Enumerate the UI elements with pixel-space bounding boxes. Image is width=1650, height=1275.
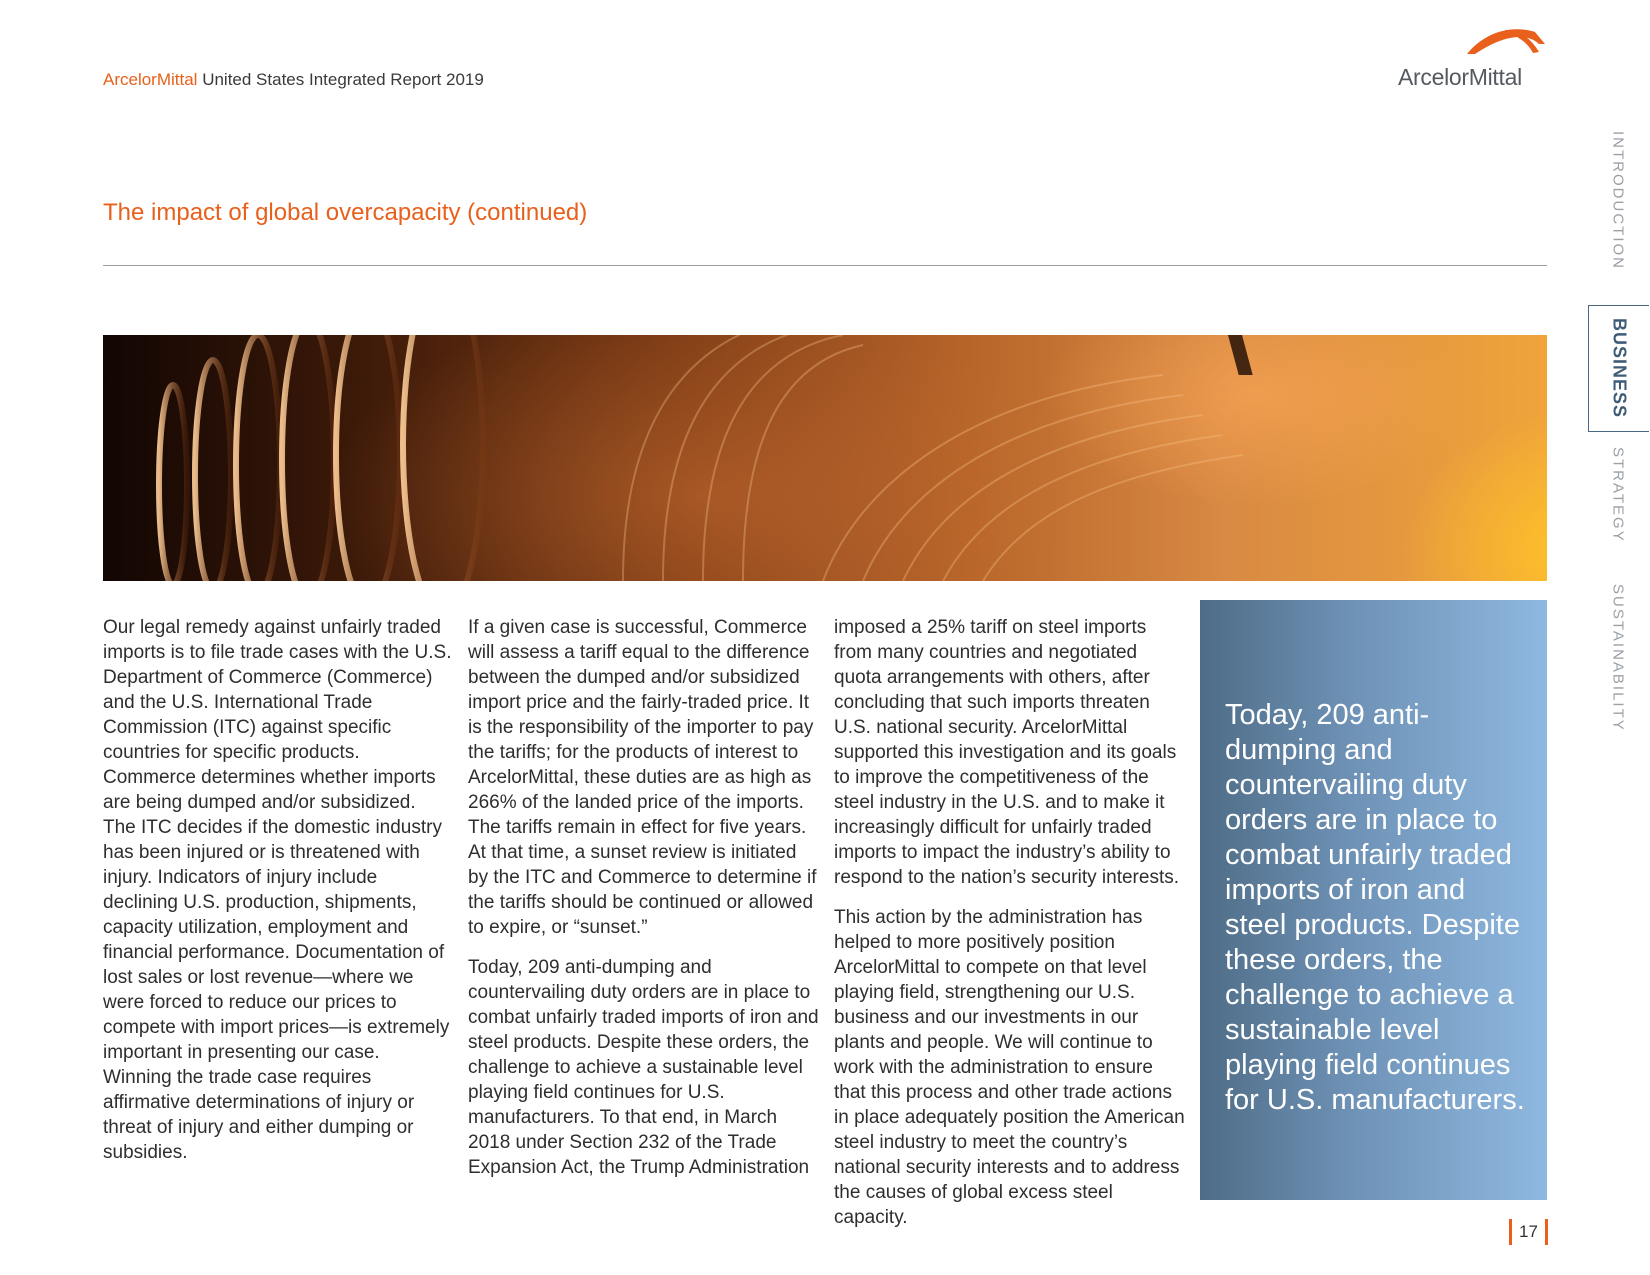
- side-nav-label: BUSINESS: [1609, 318, 1630, 419]
- report-header: [103, 70, 484, 90]
- paragraph: Our legal remedy against unfairly traded imports is to file trade cases with the U.S. Department of Commerce (Commerce) and the U.S. International Trade Commission (ITC) against specific countries for specific products. Commerce determines whether imports are being dumped and/or subsidized. The ITC decides if the domestic industry has been injured or is threatened with injury. Indicators of injury include declining U.S. production, shipments, capacity utilization, employment and financial performance. Documentation of lost sales or lost revenue—where we were forced to reduce our prices to compete with import prices—is extremely important in presenting our case. Winning the trade case requires affirmative determinations of injury or threat of injury and either dumping or subsidies.: [103, 617, 452, 1163]
- section-title: The impact of global overcapacity (continued): [103, 199, 588, 226]
- side-nav-sustainability[interactable]: [1588, 585, 1648, 730]
- arcelormittal-logo: [1395, 22, 1555, 92]
- paragraph: imposed a 25% tariff on steel imports from many countries and negotiated quota arrangements with others, after concluding that such imports threaten U.S. national security. ArcelorMittal supported this investigation and its goals to improve the competitiveness of the steel industry in the U.S. and to make it increasingly difficult for unfairly traded imports to impact the industry’s ability to respond to the nation’s security interests.: [834, 617, 1180, 888]
- body-column-1: [103, 615, 453, 1180]
- header-report-title: United States Integrated Report 2019: [197, 70, 484, 89]
- body-column-3: [834, 615, 1186, 1245]
- section-side-nav: [1588, 0, 1650, 1275]
- body-column-2: [468, 615, 820, 1195]
- steel-coils-photo: [103, 335, 1547, 581]
- paragraph: If a given case is successful, Commerce will assess a tariff equal to the difference between the dumped and/or subsidized import price and the fairly-traded price. It is the responsibility of the importer to pay the tariffs; for the products of interest to ArcelorMittal, these duties are as high as 266% of the landed price of the imports. The tariffs remain in effect for five years. At that time, a sunset review is initiated by the ITC and Commerce to determine if the tariffs should be continued or allowed to expire, or “sunset.”: [468, 617, 817, 938]
- side-nav-business[interactable]: [1588, 305, 1649, 432]
- title-divider: [103, 265, 1547, 266]
- side-nav-label: STRATEGY: [1609, 447, 1627, 543]
- side-nav-label: SUSTAINABILITY: [1609, 583, 1627, 732]
- pull-quote-text: Today, 209 anti-dumping and countervailing duty orders are in place to combat unfairly traded imports of iron and steel products. Despite these orders, the challenge to achieve a sustainable level playing field continues for U.S. manufacturers.: [1225, 699, 1525, 1116]
- side-nav-label: INTRODUCTION: [1609, 130, 1627, 270]
- pull-quote-box: [1200, 600, 1547, 1200]
- logo-text: ArcelorMittal: [1398, 64, 1522, 90]
- header-brand: ArcelorMittal: [103, 70, 198, 89]
- page-number: 17: [1509, 1219, 1548, 1245]
- side-nav-strategy[interactable]: [1588, 445, 1648, 545]
- arcelormittal-swoosh-icon: [1465, 22, 1547, 58]
- paragraph: Today, 209 anti-dumping and countervailing duty orders are in place to combat unfairly traded imports of iron and steel products. Despite these orders, the challenge to achieve a sustainable level playing field continues for U.S. manufacturers. To that end, in March 2018 under Section 232 of the Trade Expansion Act, the Trump Administration: [468, 957, 819, 1178]
- side-nav-introduction[interactable]: [1588, 120, 1648, 280]
- paragraph: This action by the administration has helped to more positively position ArcelorMittal to compete on that level playing field, strengthening our U.S. business and our investments in our plants and people. We will continue to work with the administration to ensure that this process and other trade actions in place adequately position the American steel industry to meet the country’s national security interests and to address the causes of global excess steel capacity.: [834, 907, 1185, 1228]
